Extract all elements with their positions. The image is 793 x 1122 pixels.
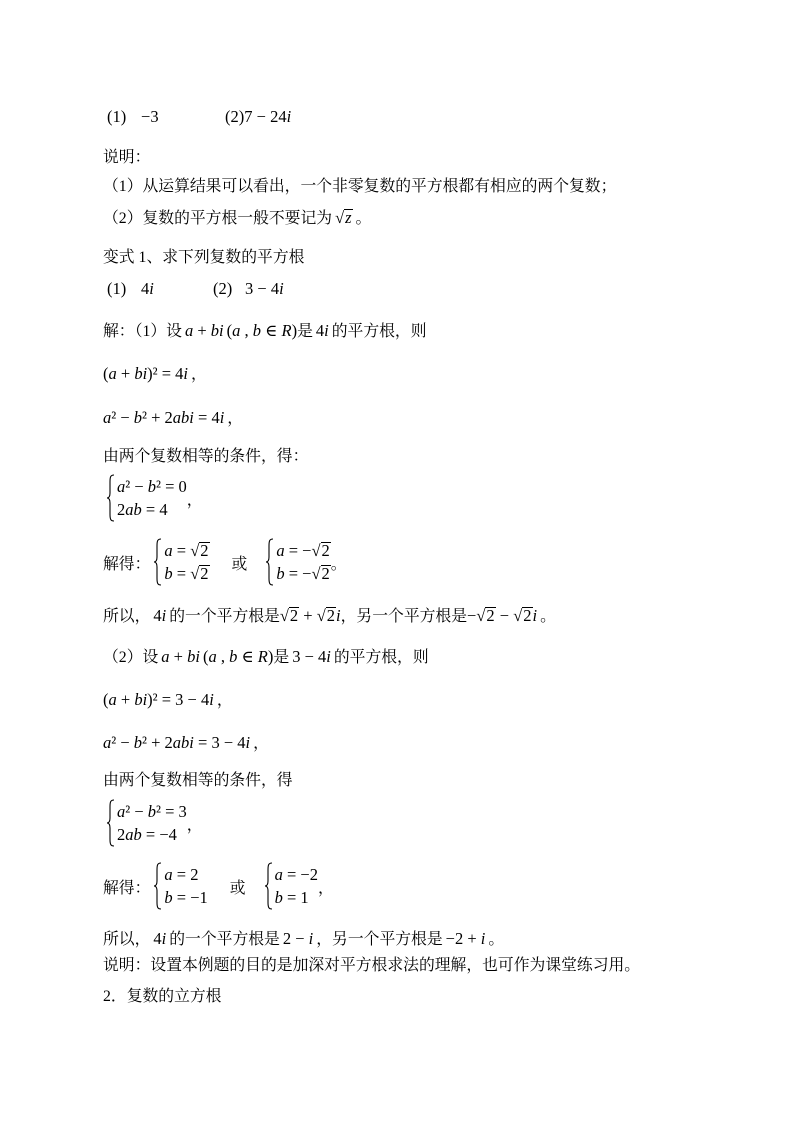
math-variable: i <box>219 408 225 427</box>
math-variable: b <box>210 321 220 340</box>
math-variable: i <box>308 929 314 948</box>
left-brace-icon <box>153 862 162 910</box>
math-variable: i <box>219 321 224 340</box>
left-brace-icon <box>265 538 274 586</box>
intro-suffix: 的平方根，则 <box>331 323 427 340</box>
math-variable: a <box>117 802 126 821</box>
solution-1-condition: 由两个复数相等的条件，得： <box>103 448 309 465</box>
radicand: 2 <box>289 606 299 625</box>
solve-label: 解得： <box>103 879 151 897</box>
system-rows <box>117 800 187 846</box>
radicand: 2 <box>321 564 330 583</box>
punctuation: 。 <box>540 608 556 625</box>
math-variable: i <box>245 733 251 752</box>
conclusion-root-2: −√2 − √2i <box>467 606 538 625</box>
solution-2-equation-2 <box>103 733 272 753</box>
radical-sign: √ <box>335 208 345 227</box>
answer-label-2: (2) <box>225 107 245 126</box>
math-variable: b <box>252 321 262 340</box>
math-variable: b <box>229 647 238 666</box>
math-variable: a <box>117 477 126 496</box>
math-variable: R <box>257 647 268 666</box>
conclusion-prefix: 所以， <box>103 931 151 948</box>
answer-label-1: (1) <box>107 107 127 126</box>
intro-suffix: 的平方根，则 <box>333 649 429 666</box>
solution-2-conclusion <box>103 929 504 949</box>
math-variable: b <box>133 500 142 519</box>
variant-label-2: (2) <box>213 279 233 298</box>
math-variable: a <box>208 647 217 666</box>
punctuation: ， <box>253 735 269 752</box>
conclusion-root-1: 2 − i <box>282 929 314 948</box>
solution-1-conclusion <box>103 606 559 626</box>
sqrt-z-expression <box>335 208 352 227</box>
system-row: b = √2 <box>164 564 209 583</box>
radicand: 2 <box>321 541 330 560</box>
conclusion-mid-2: ，另一个平方根是 <box>316 931 443 948</box>
brace-system <box>106 474 187 522</box>
radicand: 2 <box>326 606 336 625</box>
math-variable: i <box>209 690 214 709</box>
math-variable: i <box>142 364 148 383</box>
intro-is: 是 <box>297 323 313 340</box>
system-row: 2ab = 4 <box>117 500 168 519</box>
math-variable: i <box>336 606 341 625</box>
note-1-heading: 说明： <box>103 149 151 166</box>
brace-system <box>153 538 209 586</box>
punctuation: ， <box>317 879 334 897</box>
math-variable: b <box>164 564 173 583</box>
system-row: a = √2 <box>164 541 209 560</box>
punctuation: ， <box>186 491 203 509</box>
variant-value-2: 3 − 4i <box>245 279 284 298</box>
system-rows <box>117 475 187 521</box>
brace-system <box>264 862 318 910</box>
solution-2-solve <box>103 862 334 910</box>
solution-2-system <box>103 799 203 847</box>
math-variable: a <box>125 825 134 844</box>
system-row: b = −1 <box>164 888 208 907</box>
intro-prefix: 解：（1）设 <box>103 323 182 340</box>
math-variable: b <box>134 364 143 383</box>
radical-sign: √ <box>279 606 289 625</box>
math-variable: i <box>324 321 329 340</box>
math-variable: a <box>103 733 112 752</box>
math-variable: b <box>147 477 157 496</box>
math-variable: a <box>172 408 182 427</box>
intro-is: 是 <box>273 649 290 666</box>
section-heading: 2．复数的立方根 <box>103 988 222 1005</box>
system-row: a = −√2 <box>276 541 330 560</box>
math-variable: i <box>189 733 194 752</box>
left-brace-icon <box>153 538 162 586</box>
math-variable: i <box>532 606 538 625</box>
or-word: 或 <box>231 555 248 573</box>
or-word: 或 <box>229 879 246 897</box>
solution-1-equation-2 <box>103 408 246 428</box>
solution-1-solve <box>103 538 347 586</box>
equation: (a + bi)² = 3 − 4i <box>103 690 214 709</box>
system-row: a = −2 <box>274 865 318 884</box>
math-variable: a <box>108 364 117 383</box>
math-variable: b <box>133 408 143 427</box>
left-brace-icon <box>106 799 115 847</box>
math-variable: b <box>164 888 173 907</box>
conclusion-root-2: −2 + i <box>445 929 486 948</box>
note-1-point-1: （1）从运算结果可以看出，一个非零复数的平方根都有相应的两个复数； <box>103 178 617 195</box>
radical-sign: √ <box>311 564 321 583</box>
punctuation: 。 <box>488 931 505 948</box>
intro-target: 3 − 4i <box>292 647 331 666</box>
math-variable: i <box>189 408 194 427</box>
radicand <box>344 209 352 225</box>
note-2: 说明：设置本例题的目的是加深对平方根求法的理解，也可作为课堂练习用。 <box>103 957 641 974</box>
intro-domain: (a , b ∈ R) <box>226 321 298 340</box>
radicand: 2 <box>200 541 209 560</box>
variant-value-1: 4i <box>141 279 154 298</box>
radical-sign: √ <box>513 606 523 625</box>
math-variable: a <box>276 541 285 560</box>
math-variable: b <box>133 733 143 752</box>
math-variable: i <box>195 647 200 666</box>
brace-system <box>265 538 330 586</box>
system-row: a² − b² = 3 <box>117 802 187 821</box>
system-rows <box>164 539 209 585</box>
left-brace-icon <box>106 474 115 522</box>
conclusion-target: 4i <box>153 606 167 625</box>
math-variable: i <box>183 364 189 383</box>
brace-system <box>106 799 187 847</box>
math-variable: R <box>281 321 292 340</box>
math-variable: i <box>149 279 154 298</box>
math-variable: b <box>181 408 190 427</box>
math-variable: z <box>345 208 352 227</box>
math-variable: a <box>103 408 112 427</box>
solution-1-equation-1 <box>103 364 210 384</box>
math-variable: b <box>181 733 190 752</box>
math-variable: b <box>133 825 142 844</box>
punctuation: ， <box>216 692 233 709</box>
conclusion-mid-1: 的一个平方根是 <box>169 608 280 625</box>
math-variable: i <box>286 107 292 126</box>
math-variable: a <box>172 733 182 752</box>
intro-expression: a + bi <box>161 647 200 666</box>
radical-sign: √ <box>190 564 200 583</box>
math-variable: i <box>161 929 167 948</box>
punctuation: 。 <box>330 555 347 573</box>
math-variable: b <box>276 564 285 583</box>
radicand: 2 <box>200 564 209 583</box>
math-variable: i <box>142 690 148 709</box>
math-variable: a <box>184 321 194 340</box>
radical-sign: √ <box>476 606 486 625</box>
math-variable: a <box>274 865 283 884</box>
math-variable: b <box>134 690 143 709</box>
solution-1-system <box>103 474 203 522</box>
conclusion-mid-2: ，另一个平方根是 <box>340 608 468 625</box>
note-1-point-2 <box>103 208 371 228</box>
solution-2-equation-1 <box>103 690 236 710</box>
equation: a² − b² + 2abi = 4i <box>103 408 225 427</box>
math-variable: a <box>164 541 173 560</box>
punctuation: 。 <box>355 210 372 227</box>
note-1-point-2-text: （2）复数的平方根一般不要记为 <box>103 210 333 227</box>
solution-1-intro <box>103 321 427 341</box>
math-variable: a <box>108 690 117 709</box>
variant-label-1: (1) <box>107 279 127 298</box>
math-variable: b <box>274 888 283 907</box>
punctuation: ， <box>227 410 244 427</box>
intro-prefix: （2）设 <box>103 649 159 666</box>
equation: (a + bi)² = 4i <box>103 364 189 383</box>
math-variable: a <box>125 500 134 519</box>
intro-target: 4i <box>315 321 329 340</box>
solution-2-intro <box>103 647 429 667</box>
intro-domain: (a , b ∈ R) <box>202 647 274 666</box>
math-variable: i <box>480 929 486 948</box>
system-row: b = −√2 <box>276 564 330 583</box>
math-variable: i <box>326 647 331 666</box>
radicand: 2 <box>523 606 532 625</box>
punctuation: ， <box>191 366 207 383</box>
system-row: a² − b² = 0 <box>117 477 187 496</box>
system-row: b = 1 <box>274 888 309 907</box>
variant-title: 变式 1、求下列复数的平方根 <box>103 249 305 266</box>
punctuation: ， <box>186 816 203 834</box>
system-rows <box>164 863 207 909</box>
radical-sign: √ <box>311 541 321 560</box>
radical-sign: √ <box>190 541 200 560</box>
brace-system <box>153 862 207 910</box>
math-variable: a <box>232 321 241 340</box>
system-rows <box>275 863 318 909</box>
system-row: a = 2 <box>164 865 199 884</box>
answer-2-group <box>225 107 291 128</box>
intro-expression: a + bi <box>184 321 224 340</box>
math-variable: i <box>161 606 167 625</box>
conclusion-target: 4i <box>153 929 167 948</box>
answer-value-2: 7 − 24i <box>244 107 292 126</box>
math-variable: i <box>279 279 284 298</box>
math-variable: b <box>147 802 157 821</box>
radical-sign: √ <box>316 606 326 625</box>
radicand: 2 <box>486 606 495 625</box>
solve-label: 解得： <box>103 555 151 573</box>
solution-2-condition: 由两个复数相等的条件，得 <box>103 772 293 789</box>
conclusion-root-1: √2 + √2i <box>279 606 341 625</box>
system-rows <box>276 539 330 585</box>
math-variable: a <box>164 865 173 884</box>
system-row: 2ab = −4 <box>117 825 177 844</box>
math-variable: a <box>161 647 170 666</box>
conclusion-mid-1: 的一个平方根是 <box>169 931 280 948</box>
equation: a² − b² + 2abi = 3 − 4i <box>103 733 251 752</box>
conclusion-prefix: 所以， <box>103 608 151 625</box>
left-brace-icon <box>264 862 273 910</box>
answer-value-1: −3 <box>141 107 159 126</box>
math-variable: b <box>187 647 196 666</box>
